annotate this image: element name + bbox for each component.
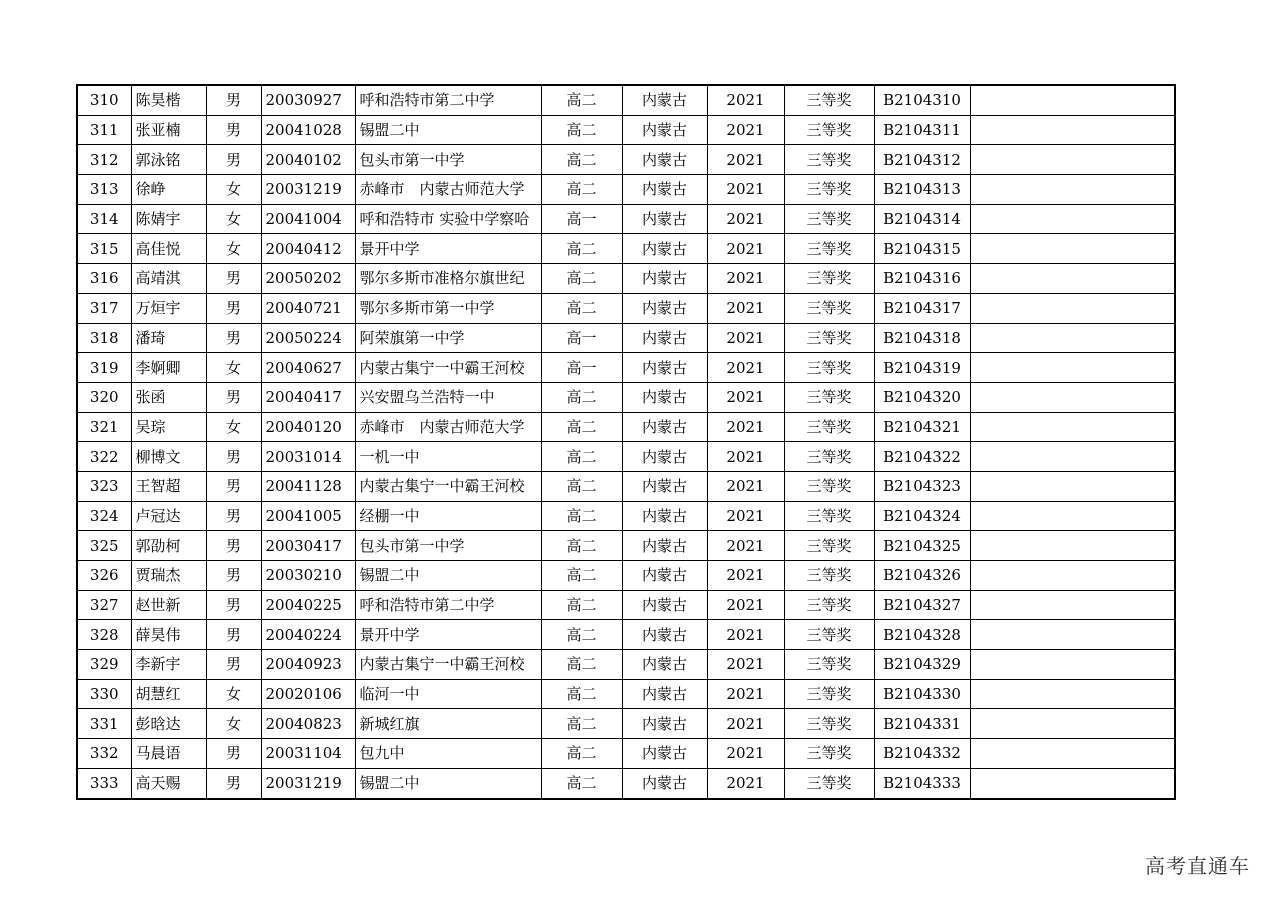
cell-student-name: 徐峥: [131, 175, 206, 205]
table-row: [77, 115, 1175, 145]
table-row: [77, 412, 1175, 442]
cell-year: 2021: [707, 679, 784, 709]
cell-award-level: 三等奖: [784, 382, 874, 412]
cell-row-number: 317: [77, 293, 131, 323]
cell-gender: 男: [206, 264, 261, 294]
cell-grade: 高二: [541, 620, 622, 650]
cell-award-level: 三等奖: [784, 204, 874, 234]
cell-year: 2021: [707, 264, 784, 294]
table-row: [77, 293, 1175, 323]
cell-remark: [970, 501, 1175, 531]
cell-gender: 男: [206, 501, 261, 531]
cell-year: 2021: [707, 204, 784, 234]
table-row: [77, 353, 1175, 383]
cell-gender: 男: [206, 531, 261, 561]
cell-row-number: 312: [77, 145, 131, 175]
cell-student-name: 高佳悦: [131, 234, 206, 264]
cell-row-number: 318: [77, 323, 131, 353]
cell-row-number: 320: [77, 382, 131, 412]
cell-certificate-id: B2104321: [874, 412, 970, 442]
cell-province: 内蒙古: [622, 739, 707, 769]
cell-student-name: 马晨语: [131, 739, 206, 769]
table-row: [77, 709, 1175, 739]
cell-award-level: 三等奖: [784, 531, 874, 561]
cell-birth-date: 20041004: [261, 204, 355, 234]
cell-province: 内蒙古: [622, 85, 707, 115]
cell-certificate-id: B2104319: [874, 353, 970, 383]
cell-province: 内蒙古: [622, 650, 707, 680]
cell-certificate-id: B2104318: [874, 323, 970, 353]
cell-student-name: 赵世新: [131, 590, 206, 620]
cell-award-level: 三等奖: [784, 590, 874, 620]
cell-province: 内蒙古: [622, 115, 707, 145]
cell-award-level: 三等奖: [784, 739, 874, 769]
cell-award-level: 三等奖: [784, 471, 874, 501]
cell-row-number: 327: [77, 590, 131, 620]
cell-year: 2021: [707, 175, 784, 205]
cell-remark: [970, 442, 1175, 472]
table-body: [77, 85, 1175, 799]
cell-student-name: 胡慧红: [131, 679, 206, 709]
cell-birth-date: 20040721: [261, 293, 355, 323]
cell-student-name: 薛昊伟: [131, 620, 206, 650]
cell-award-level: 三等奖: [784, 353, 874, 383]
cell-award-level: 三等奖: [784, 442, 874, 472]
cell-school: 呼和浩特市第二中学: [355, 85, 541, 115]
table-row: [77, 768, 1175, 798]
cell-gender: 男: [206, 85, 261, 115]
cell-school: 锡盟二中: [355, 115, 541, 145]
cell-remark: [970, 323, 1175, 353]
cell-student-name: 李新宇: [131, 650, 206, 680]
cell-birth-date: 20031219: [261, 768, 355, 798]
table-row: [77, 590, 1175, 620]
cell-student-name: 彭晗达: [131, 709, 206, 739]
table-row: [77, 620, 1175, 650]
cell-birth-date: 20040120: [261, 412, 355, 442]
cell-school: 内蒙古集宁一中霸王河校: [355, 471, 541, 501]
table-row: [77, 739, 1175, 769]
cell-student-name: 张亚楠: [131, 115, 206, 145]
cell-school: 阿荣旗第一中学: [355, 323, 541, 353]
cell-birth-date: 20030927: [261, 85, 355, 115]
cell-remark: [970, 561, 1175, 591]
cell-student-name: 卢冠达: [131, 501, 206, 531]
cell-remark: [970, 234, 1175, 264]
cell-grade: 高二: [541, 590, 622, 620]
cell-remark: [970, 709, 1175, 739]
cell-province: 内蒙古: [622, 709, 707, 739]
cell-province: 内蒙古: [622, 501, 707, 531]
cell-gender: 男: [206, 293, 261, 323]
cell-school: 锡盟二中: [355, 561, 541, 591]
cell-year: 2021: [707, 293, 784, 323]
table-row: [77, 175, 1175, 205]
cell-remark: [970, 353, 1175, 383]
cell-remark: [970, 382, 1175, 412]
cell-student-name: 陈昊楷: [131, 85, 206, 115]
cell-gender: 女: [206, 204, 261, 234]
cell-birth-date: 20031219: [261, 175, 355, 205]
cell-gender: 男: [206, 115, 261, 145]
cell-province: 内蒙古: [622, 679, 707, 709]
cell-year: 2021: [707, 531, 784, 561]
cell-row-number: 313: [77, 175, 131, 205]
cell-award-level: 三等奖: [784, 709, 874, 739]
table-row: [77, 471, 1175, 501]
cell-grade: 高二: [541, 234, 622, 264]
cell-row-number: 322: [77, 442, 131, 472]
cell-remark: [970, 590, 1175, 620]
cell-birth-date: 20040417: [261, 382, 355, 412]
cell-year: 2021: [707, 768, 784, 798]
cell-grade: 高二: [541, 679, 622, 709]
cell-year: 2021: [707, 739, 784, 769]
cell-certificate-id: B2104314: [874, 204, 970, 234]
cell-student-name: 陈婧宇: [131, 204, 206, 234]
cell-certificate-id: B2104313: [874, 175, 970, 205]
table-row: [77, 650, 1175, 680]
cell-certificate-id: B2104312: [874, 145, 970, 175]
cell-gender: 男: [206, 442, 261, 472]
table-row: [77, 679, 1175, 709]
cell-grade: 高二: [541, 709, 622, 739]
cell-remark: [970, 145, 1175, 175]
cell-gender: 男: [206, 145, 261, 175]
cell-certificate-id: B2104332: [874, 739, 970, 769]
cell-certificate-id: B2104316: [874, 264, 970, 294]
table-row: [77, 323, 1175, 353]
cell-year: 2021: [707, 234, 784, 264]
cell-row-number: 321: [77, 412, 131, 442]
cell-province: 内蒙古: [622, 234, 707, 264]
cell-certificate-id: B2104310: [874, 85, 970, 115]
cell-student-name: 贾瑞杰: [131, 561, 206, 591]
cell-student-name: 高靖淇: [131, 264, 206, 294]
cell-school: 鄂尔多斯市第一中学: [355, 293, 541, 323]
cell-grade: 高一: [541, 204, 622, 234]
cell-award-level: 三等奖: [784, 650, 874, 680]
table-row: [77, 204, 1175, 234]
cell-gender: 男: [206, 620, 261, 650]
cell-birth-date: 20040412: [261, 234, 355, 264]
cell-school: 包九中: [355, 739, 541, 769]
cell-row-number: 324: [77, 501, 131, 531]
cell-province: 内蒙古: [622, 531, 707, 561]
cell-year: 2021: [707, 709, 784, 739]
cell-province: 内蒙古: [622, 382, 707, 412]
cell-school: 内蒙古集宁一中霸王河校: [355, 353, 541, 383]
cell-province: 内蒙古: [622, 323, 707, 353]
cell-remark: [970, 531, 1175, 561]
cell-year: 2021: [707, 650, 784, 680]
cell-remark: [970, 204, 1175, 234]
cell-school: 包头市第一中学: [355, 531, 541, 561]
cell-year: 2021: [707, 115, 784, 145]
cell-grade: 高二: [541, 561, 622, 591]
cell-year: 2021: [707, 561, 784, 591]
cell-gender: 男: [206, 561, 261, 591]
cell-remark: [970, 293, 1175, 323]
cell-remark: [970, 620, 1175, 650]
cell-certificate-id: B2104328: [874, 620, 970, 650]
cell-grade: 高二: [541, 501, 622, 531]
cell-grade: 高二: [541, 442, 622, 472]
cell-award-level: 三等奖: [784, 679, 874, 709]
cell-student-name: 王智超: [131, 471, 206, 501]
cell-student-name: 郭泳铭: [131, 145, 206, 175]
cell-birth-date: 20030417: [261, 531, 355, 561]
table-row: [77, 145, 1175, 175]
cell-gender: 男: [206, 471, 261, 501]
cell-year: 2021: [707, 412, 784, 442]
cell-certificate-id: B2104331: [874, 709, 970, 739]
cell-province: 内蒙古: [622, 145, 707, 175]
cell-row-number: 332: [77, 739, 131, 769]
cell-row-number: 330: [77, 679, 131, 709]
cell-province: 内蒙古: [622, 471, 707, 501]
cell-year: 2021: [707, 442, 784, 472]
cell-award-level: 三等奖: [784, 412, 874, 442]
cell-row-number: 328: [77, 620, 131, 650]
cell-gender: 男: [206, 650, 261, 680]
cell-row-number: 315: [77, 234, 131, 264]
table-row: [77, 442, 1175, 472]
cell-gender: 男: [206, 323, 261, 353]
cell-birth-date: 20031014: [261, 442, 355, 472]
cell-year: 2021: [707, 382, 784, 412]
cell-award-level: 三等奖: [784, 620, 874, 650]
cell-student-name: 张函: [131, 382, 206, 412]
cell-certificate-id: B2104330: [874, 679, 970, 709]
cell-grade: 高二: [541, 739, 622, 769]
cell-student-name: 李婀卿: [131, 353, 206, 383]
cell-row-number: 310: [77, 85, 131, 115]
cell-birth-date: 20030210: [261, 561, 355, 591]
cell-gender: 女: [206, 709, 261, 739]
cell-grade: 高二: [541, 264, 622, 294]
cell-birth-date: 20041028: [261, 115, 355, 145]
table-row: [77, 234, 1175, 264]
cell-remark: [970, 471, 1175, 501]
cell-row-number: 325: [77, 531, 131, 561]
cell-remark: [970, 679, 1175, 709]
cell-birth-date: 20040823: [261, 709, 355, 739]
cell-grade: 高二: [541, 293, 622, 323]
cell-school: 鄂尔多斯市准格尔旗世纪: [355, 264, 541, 294]
cell-row-number: 316: [77, 264, 131, 294]
cell-certificate-id: B2104329: [874, 650, 970, 680]
cell-birth-date: 20040923: [261, 650, 355, 680]
cell-certificate-id: B2104327: [874, 590, 970, 620]
cell-award-level: 三等奖: [784, 768, 874, 798]
cell-birth-date: 20041005: [261, 501, 355, 531]
cell-school: 呼和浩特市 实验中学察哈: [355, 204, 541, 234]
cell-province: 内蒙古: [622, 412, 707, 442]
cell-grade: 高二: [541, 471, 622, 501]
cell-year: 2021: [707, 85, 784, 115]
cell-province: 内蒙古: [622, 204, 707, 234]
cell-row-number: 314: [77, 204, 131, 234]
cell-birth-date: 20040627: [261, 353, 355, 383]
cell-certificate-id: B2104324: [874, 501, 970, 531]
cell-grade: 高二: [541, 768, 622, 798]
cell-school: 景开中学: [355, 620, 541, 650]
cell-remark: [970, 650, 1175, 680]
cell-grade: 高二: [541, 175, 622, 205]
cell-birth-date: 20020106: [261, 679, 355, 709]
cell-school: 临河一中: [355, 679, 541, 709]
cell-grade: 高二: [541, 382, 622, 412]
cell-remark: [970, 85, 1175, 115]
cell-certificate-id: B2104322: [874, 442, 970, 472]
cell-year: 2021: [707, 145, 784, 175]
cell-remark: [970, 412, 1175, 442]
cell-birth-date: 20040102: [261, 145, 355, 175]
cell-school: 赤峰市 内蒙古师范大学: [355, 175, 541, 205]
cell-province: 内蒙古: [622, 442, 707, 472]
cell-certificate-id: B2104326: [874, 561, 970, 591]
cell-award-level: 三等奖: [784, 293, 874, 323]
cell-certificate-id: B2104315: [874, 234, 970, 264]
table-row: [77, 531, 1175, 561]
cell-award-level: 三等奖: [784, 115, 874, 145]
watermark-text: 高考直通车: [1145, 854, 1250, 878]
cell-certificate-id: B2104320: [874, 382, 970, 412]
cell-gender: 男: [206, 768, 261, 798]
award-table: [76, 84, 1176, 800]
cell-row-number: 319: [77, 353, 131, 383]
cell-grade: 高二: [541, 412, 622, 442]
cell-school: 锡盟二中: [355, 768, 541, 798]
cell-school: 包头市第一中学: [355, 145, 541, 175]
cell-award-level: 三等奖: [784, 145, 874, 175]
cell-certificate-id: B2104325: [874, 531, 970, 561]
table-row: [77, 85, 1175, 115]
cell-remark: [970, 115, 1175, 145]
cell-grade: 高一: [541, 353, 622, 383]
table-row: [77, 264, 1175, 294]
cell-row-number: 311: [77, 115, 131, 145]
cell-award-level: 三等奖: [784, 501, 874, 531]
table-row: [77, 501, 1175, 531]
cell-province: 内蒙古: [622, 175, 707, 205]
cell-school: 呼和浩特市第二中学: [355, 590, 541, 620]
table-row: [77, 382, 1175, 412]
cell-gender: 女: [206, 175, 261, 205]
cell-student-name: 柳博文: [131, 442, 206, 472]
cell-row-number: 333: [77, 768, 131, 798]
cell-gender: 男: [206, 590, 261, 620]
cell-remark: [970, 739, 1175, 769]
cell-grade: 高二: [541, 85, 622, 115]
cell-certificate-id: B2104333: [874, 768, 970, 798]
cell-grade: 高二: [541, 145, 622, 175]
cell-row-number: 331: [77, 709, 131, 739]
cell-province: 内蒙古: [622, 264, 707, 294]
cell-remark: [970, 175, 1175, 205]
cell-student-name: 高天赐: [131, 768, 206, 798]
cell-certificate-id: B2104323: [874, 471, 970, 501]
cell-year: 2021: [707, 471, 784, 501]
cell-student-name: 万烜宇: [131, 293, 206, 323]
cell-award-level: 三等奖: [784, 264, 874, 294]
cell-school: 经棚一中: [355, 501, 541, 531]
cell-birth-date: 20040224: [261, 620, 355, 650]
cell-award-level: 三等奖: [784, 85, 874, 115]
cell-year: 2021: [707, 620, 784, 650]
cell-grade: 高二: [541, 115, 622, 145]
cell-school: 赤峰市 内蒙古师范大学: [355, 412, 541, 442]
cell-province: 内蒙古: [622, 620, 707, 650]
cell-school: 一机一中: [355, 442, 541, 472]
cell-birth-date: 20041128: [261, 471, 355, 501]
cell-award-level: 三等奖: [784, 234, 874, 264]
cell-gender: 女: [206, 412, 261, 442]
cell-award-level: 三等奖: [784, 561, 874, 591]
cell-province: 内蒙古: [622, 768, 707, 798]
cell-student-name: 郭劭柯: [131, 531, 206, 561]
cell-school: 新城红旗: [355, 709, 541, 739]
cell-gender: 男: [206, 382, 261, 412]
cell-award-level: 三等奖: [784, 175, 874, 205]
cell-province: 内蒙古: [622, 561, 707, 591]
cell-row-number: 326: [77, 561, 131, 591]
cell-birth-date: 20040225: [261, 590, 355, 620]
cell-certificate-id: B2104311: [874, 115, 970, 145]
cell-province: 内蒙古: [622, 293, 707, 323]
cell-row-number: 329: [77, 650, 131, 680]
cell-province: 内蒙古: [622, 353, 707, 383]
cell-gender: 男: [206, 739, 261, 769]
cell-birth-date: 20031104: [261, 739, 355, 769]
cell-award-level: 三等奖: [784, 323, 874, 353]
cell-gender: 女: [206, 679, 261, 709]
cell-grade: 高二: [541, 531, 622, 561]
cell-gender: 女: [206, 234, 261, 264]
cell-birth-date: 20050202: [261, 264, 355, 294]
cell-remark: [970, 264, 1175, 294]
cell-remark: [970, 768, 1175, 798]
cell-grade: 高一: [541, 323, 622, 353]
cell-birth-date: 20050224: [261, 323, 355, 353]
cell-year: 2021: [707, 353, 784, 383]
cell-province: 内蒙古: [622, 590, 707, 620]
cell-year: 2021: [707, 501, 784, 531]
cell-grade: 高二: [541, 650, 622, 680]
cell-school: 内蒙古集宁一中霸王河校: [355, 650, 541, 680]
cell-student-name: 吴琮: [131, 412, 206, 442]
cell-school: 景开中学: [355, 234, 541, 264]
cell-year: 2021: [707, 323, 784, 353]
cell-gender: 女: [206, 353, 261, 383]
cell-student-name: 潘琦: [131, 323, 206, 353]
cell-school: 兴安盟乌兰浩特一中: [355, 382, 541, 412]
cell-row-number: 323: [77, 471, 131, 501]
cell-certificate-id: B2104317: [874, 293, 970, 323]
cell-year: 2021: [707, 590, 784, 620]
table-row: [77, 561, 1175, 591]
